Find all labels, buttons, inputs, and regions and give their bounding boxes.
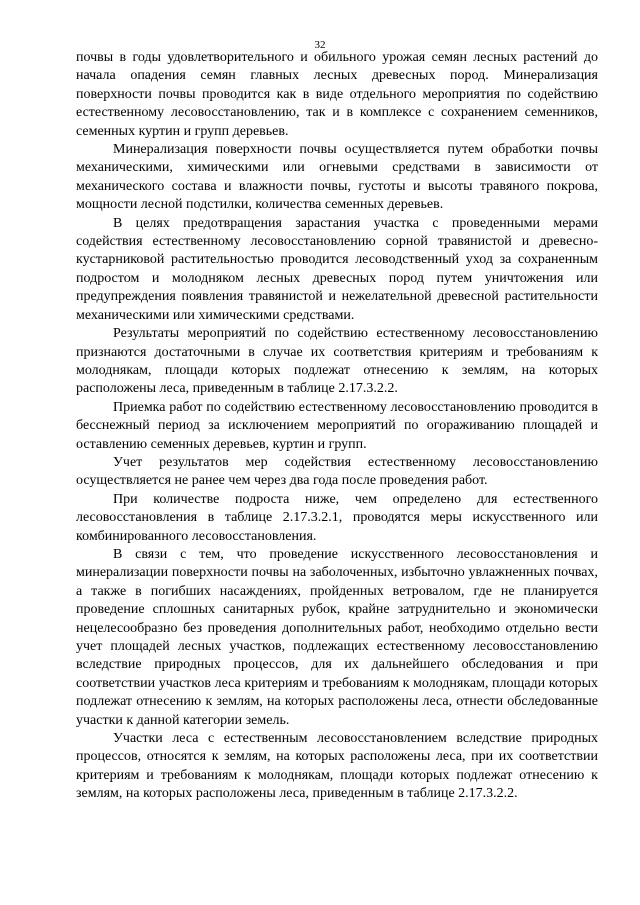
paragraph-8: В связи с тем, что проведение искусственного лесовосстановления и минерализации поверхности почвы на заболоченных, избыточно увлажненных почвах, а также в погибших насаждениях, пройденных ветровалом, где не планируется проведение сплошных санитарных рубок, крайне затруднительно и экономически нецелесообразно без проведения дополнительных работ, необходимо отдельно вести учет площадей лесных участков, подлежащих естественному лесовосстановлению вследствие природных процессов, для их дальнейшего обследования и при соответствии участков леса критериям и требованиям к молоднякам, площади которых подлежат отнесению к землям, на которых расположены леса, отнести обследованные участки к данной категории земель. xyxy=(76,546,598,728)
document-body xyxy=(76,49,598,804)
paragraph-5: Приемка работ по содействию естественному лесовосстановлению проводится в бесснежный период за исключением мероприятий по огораживанию площадей и оставлению семенных деревьев, куртин и групп. xyxy=(76,399,598,452)
page-number: 32 xyxy=(314,39,326,51)
paragraph-1: почвы в годы удовлетворительного и обильного урожая семян лесных растений до начала опадения семян главных лесных древесных пород. Минерализация поверхности почвы проводится как в виде отдельного мероприятия по содействию естественному лесовосстановлению, так и в комплексе с сохранением семенников, семенных куртин и групп деревьев. xyxy=(76,50,598,139)
paragraph-9: Участки леса с естественным лесовосстановлением вследствие природных процессов, относятся к землям, на которых расположены леса, при их соответствии критериям и требованиям к молоднякам, площади которых подлежат отнесению к землям, на которых расположены леса, приведенным в таблице 2.17.3.2.2. xyxy=(76,731,598,802)
paragraph-6: Учет результатов мер содействия естественному лесовосстановлению осуществляется не ранее чем через два года после проведения работ. xyxy=(76,454,598,489)
paragraph-2: Минерализация поверхности почвы осуществляется путем обработки почвы механическими, химическими или огневыми средствами в зависимости от механического состава и влажности почвы, густоты и высоты травяного покрова, мощности лесной подстилки, количества семенных деревьев. xyxy=(76,142,598,213)
paragraph-3: В целях предотвращения зарастания участка с проведенными мерами содействия естественному лесовосстановлению сорной травянистой и древесно-кустарниковой растительностью проводится лесоводственный уход за сохраненным подростом и молодняком лесных древесных пород путем уничтожения или предупреждения появления травянистой и нежелательной древесной растительности механическими или химическими средствами. xyxy=(76,215,598,323)
paragraph-7: При количестве подроста ниже, чем определено для естественного лесовосстановления в таблице 2.17.3.2.1, проводятся меры искусственного или комбинированного лесовосстановления. xyxy=(76,491,598,544)
paragraph-4: Результаты мероприятий по содействию естественному лесовосстановлению признаются достаточными в случае их соответствия критериям и требованиям к молоднякам, площади которых подлежат отнесению к землям, на которых расположены леса, приведенным в таблице 2.17.3.2.2. xyxy=(76,326,598,397)
